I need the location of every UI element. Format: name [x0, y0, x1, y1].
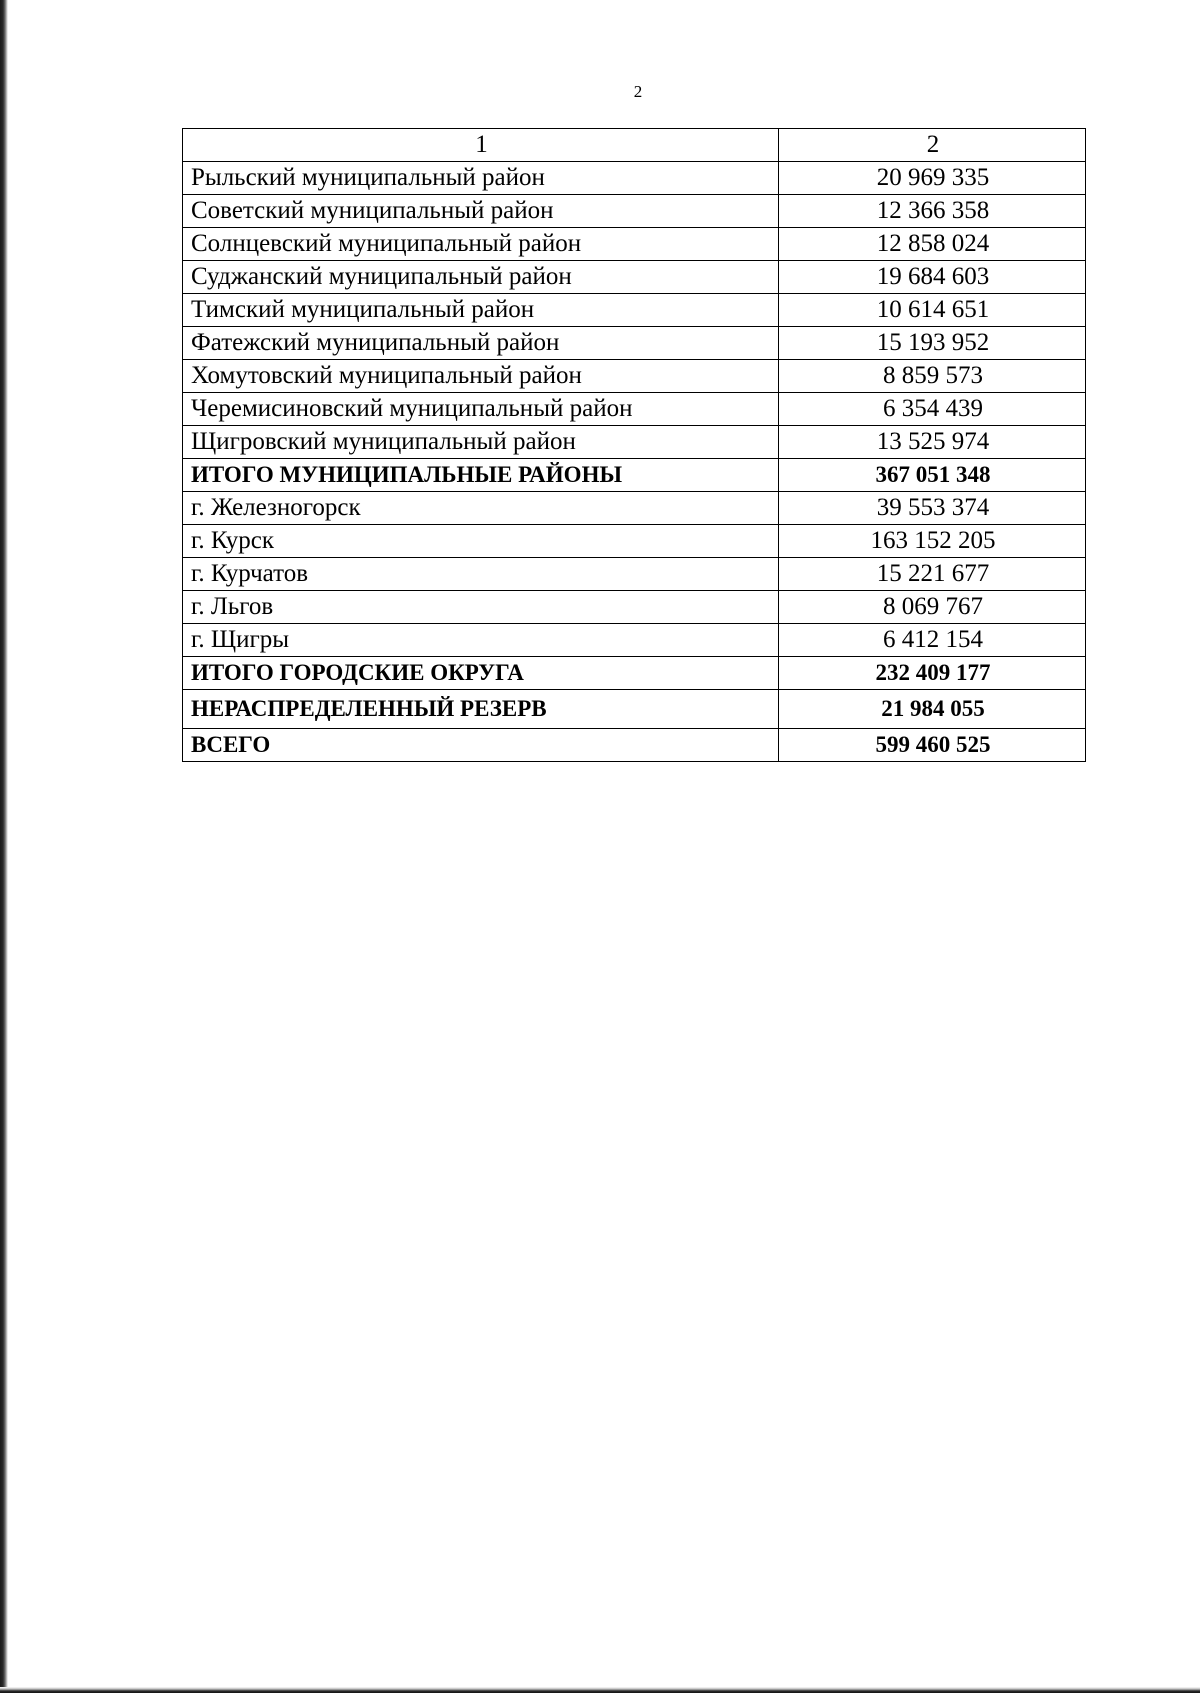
row-name: Суджанский муниципальный район [183, 261, 779, 294]
row-name: ВСЕГО [183, 729, 779, 762]
row-name: Щигровский муниципальный район [183, 426, 779, 459]
scan-edge-bottom [0, 1687, 1200, 1693]
row-name: Рыльский муниципальный район [183, 162, 779, 195]
row-value: 10 614 651 [779, 294, 1086, 327]
table-total-row [183, 459, 1086, 492]
table-row [183, 624, 1086, 657]
row-name: ИТОГО ГОРОДСКИЕ ОКРУГА [183, 657, 779, 690]
row-name: г. Курск [183, 525, 779, 558]
row-value: 13 525 974 [779, 426, 1086, 459]
row-name: Черемисиновский муниципальный район [183, 393, 779, 426]
header-col-2: 2 [779, 129, 1086, 162]
row-value: 19 684 603 [779, 261, 1086, 294]
table-row [183, 558, 1086, 591]
scan-edge-left [0, 0, 8, 1693]
table-total-row [183, 729, 1086, 762]
allocation-table [182, 128, 1086, 762]
row-value: 15 193 952 [779, 327, 1086, 360]
table-row [183, 162, 1086, 195]
table-header-row [183, 129, 1086, 162]
row-name: г. Щигры [183, 624, 779, 657]
row-name: Тимский муниципальный район [183, 294, 779, 327]
row-value: 15 221 677 [779, 558, 1086, 591]
table-row [183, 228, 1086, 261]
row-name: Советский муниципальный район [183, 195, 779, 228]
table-row [183, 195, 1086, 228]
row-name: ИТОГО МУНИЦИПАЛЬНЫЕ РАЙОНЫ [183, 459, 779, 492]
table-row [183, 525, 1086, 558]
row-value: 39 553 374 [779, 492, 1086, 525]
table-row [183, 327, 1086, 360]
row-value: 20 969 335 [779, 162, 1086, 195]
row-name: г. Курчатов [183, 558, 779, 591]
table-row [183, 492, 1086, 525]
row-name: НЕРАСПРЕДЕЛЕННЫЙ РЕЗЕРВ [183, 690, 779, 729]
row-name: Фатежский муниципальный район [183, 327, 779, 360]
row-name: Солнцевский муниципальный район [183, 228, 779, 261]
table-total-row [183, 657, 1086, 690]
row-name: г. Железногорск [183, 492, 779, 525]
table-row [183, 393, 1086, 426]
table-row [183, 591, 1086, 624]
header-col-1: 1 [183, 129, 779, 162]
row-value: 232 409 177 [779, 657, 1086, 690]
page-number: 2 [633, 82, 643, 101]
row-value: 6 354 439 [779, 393, 1086, 426]
table-row [183, 426, 1086, 459]
row-value: 12 858 024 [779, 228, 1086, 261]
row-value: 8 069 767 [779, 591, 1086, 624]
table-row [183, 261, 1086, 294]
row-name: Хомутовский муниципальный район [183, 360, 779, 393]
row-value: 21 984 055 [779, 690, 1086, 729]
row-value: 12 366 358 [779, 195, 1086, 228]
table-row [183, 294, 1086, 327]
row-value: 367 051 348 [779, 459, 1086, 492]
row-value: 163 152 205 [779, 525, 1086, 558]
table-row [183, 360, 1086, 393]
row-name: г. Льгов [183, 591, 779, 624]
row-value: 599 460 525 [779, 729, 1086, 762]
row-value: 6 412 154 [779, 624, 1086, 657]
table-total-row [183, 690, 1086, 729]
row-value: 8 859 573 [779, 360, 1086, 393]
